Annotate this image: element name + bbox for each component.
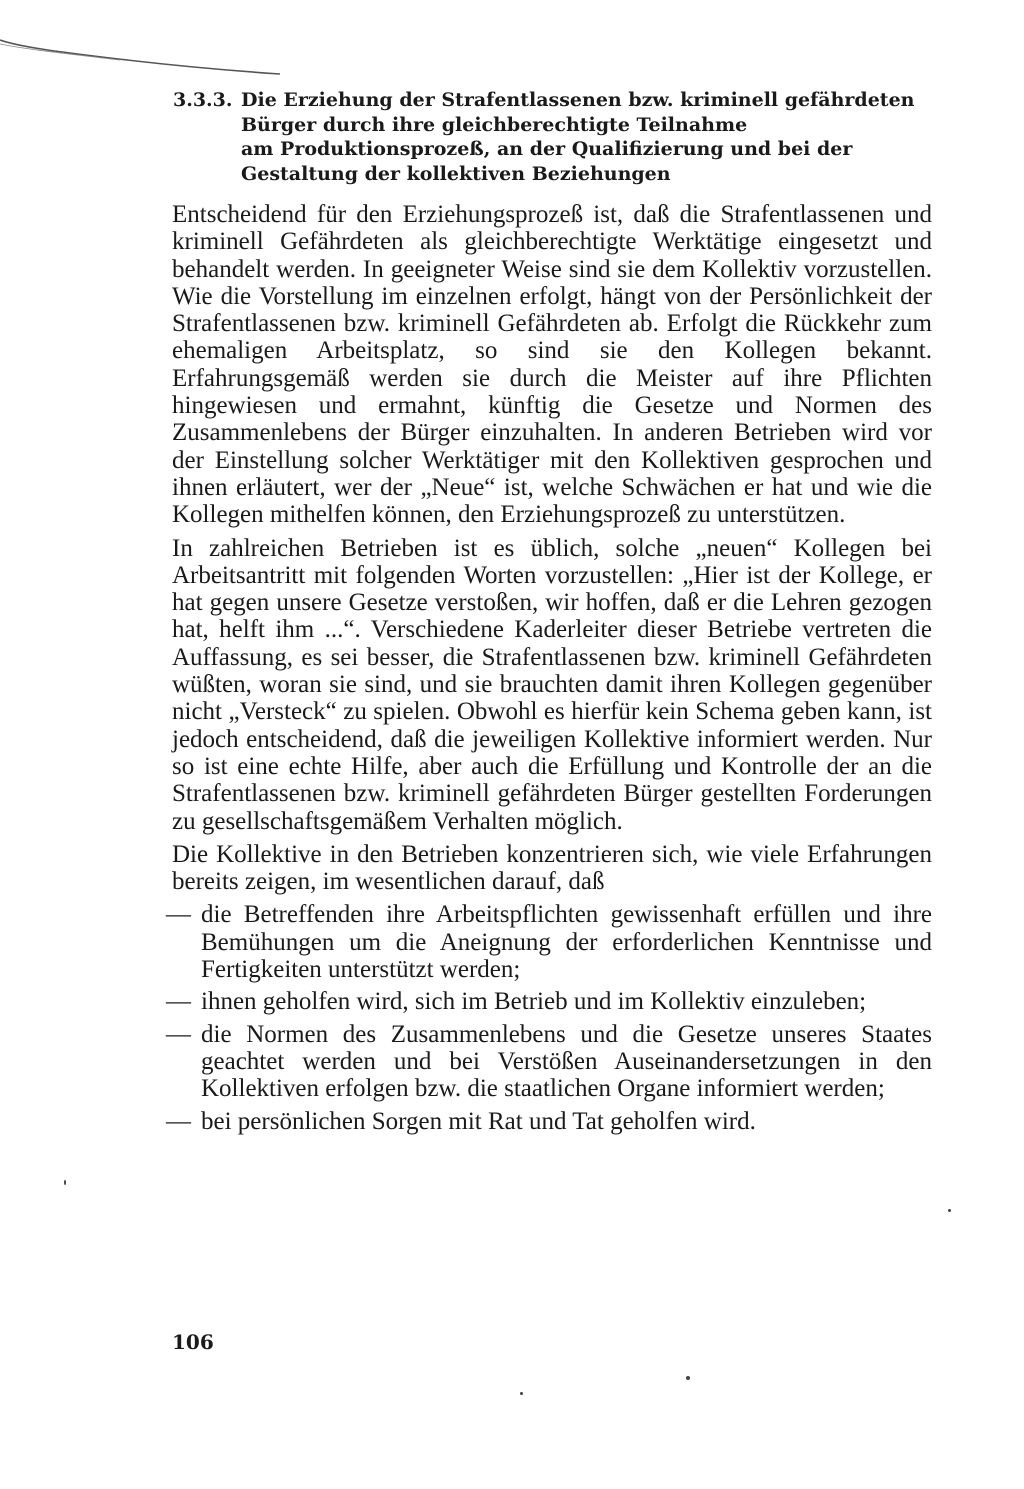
paragraph: Entscheidend für den Erziehungsprozeß ist, daß die Strafentlassenen und kriminell Gefährdeten als gleichberechtigte Werktätige eingesetzt und behandelt werden. In geeigneter Weise sind sie dem Kollektiv vorzustellen. Wie die Vorstellung im einzelnen erfolgt, hängt von der Persönlichkeit der Strafentlassenen bzw. kriminell Gefährdeten ab. Erfolgt die Rückkehr zum ehemaligen Arbeitsplatz, so sind sie den Kollegen bekannt. Erfahrungsgemäß werden sie durch die Meister auf ihre Pflichten hingewiesen und ermahnt, künftig die Gesetze und Normen des Zusammenlebens der Bürger einzuhalten. In anderen Betrieben wird vor der Einstellung solcher Werktätiger mit den Kollektiven gesprochen und ihnen erläutert, wer der „Neue“ ist, welche Schwächen er hat und wie die Kollegen mithelfen können, den Erziehungsprozeß zu unterstützen. [172,201,932,529]
section-title [241,88,933,186]
page-number: 106 [172,1330,214,1354]
scan-speck [64,1180,66,1185]
section-title-line: Gestaltung der kollektiven Beziehungen [241,162,671,185]
list-item [166,1107,932,1135]
scan-speck [520,1392,523,1395]
list-item [166,988,932,1016]
list-item [166,1020,932,1103]
section-number: 3.3.3. [173,89,233,111]
list-item-text: ihnen geholfen wird, sich im Betrieb und im Kollektiv einzuleben; [201,988,867,1016]
section-title-line: Die Erziehung der Strafentlassenen bzw. kriminell gefährdeten [241,89,915,111]
list-item [166,901,932,984]
bullet-dash: — [166,901,191,929]
section-heading [173,88,933,186]
section-title-line: Bürger durch ihre gleichberechtigte Teilnahme [241,113,748,136]
scan-speck [686,1376,690,1380]
list-item-text: die Betreffenden ihre Arbeitspflichten gewissenhaft erfüllen und ihre Bemühungen um die Aneignung der erforderlichen Kenntnisse und Fertigkeiten unterstützt werden; [201,901,932,984]
body-text [166,201,932,1140]
scan-edge-mark [0,0,290,90]
paragraph: Die Kollektive in den Betrieben konzentrieren sich, wie viele Erfahrungen bereits zeigen, im wesentlichen darauf, daß [172,840,932,896]
list-item-text: die Normen des Zusammenlebens und die Gesetze unseres Staates geachtet werden und bei Verstößen Auseinandersetzungen in den Kollektiven erfolgen bzw. die staatlichen Organe informiert werden; [201,1020,932,1103]
scan-speck [948,1209,951,1212]
bullet-list [166,901,932,1135]
bullet-dash: — [166,988,191,1016]
list-item-text: bei persönlichen Sorgen mit Rat und Tat geholfen wird. [201,1107,756,1135]
bullet-dash: — [166,1107,191,1135]
paragraph: In zahlreichen Betrieben ist es üblich, solche „neuen“ Kollegen bei Arbeitsantritt mit folgenden Worten vorzustellen: „Hier ist der Kollege, er hat gegen unsere Gesetze verstoßen, wir hoffen, daß er die Lehren gezogen hat, helft ihm ...“. Verschiedene Kaderleiter dieser Betriebe vertreten die Auffassung, es sei besser, die Strafentlassenen bzw. kriminell Gefährdeten wüßten, woran sie sind, und sie brauchten damit ihren Kollegen gegenüber nicht „Versteck“ zu spielen. Obwohl es hierfür kein Schema geben kann, ist jedoch entscheidend, daß die jeweiligen Kollektive informiert werden. Nur so ist eine echte Hilfe, aber auch die Erfüllung und Kontrolle der an die Strafentlassenen bzw. kriminell gefährdeten Bürger gestellten Forderungen zu gesellschaftsgemäßem Verhalten möglich. [172,534,932,835]
section-title-line: am Produktionsprozeß, an der Qualifizierung und bei der [241,138,853,160]
bullet-dash: — [166,1020,191,1048]
